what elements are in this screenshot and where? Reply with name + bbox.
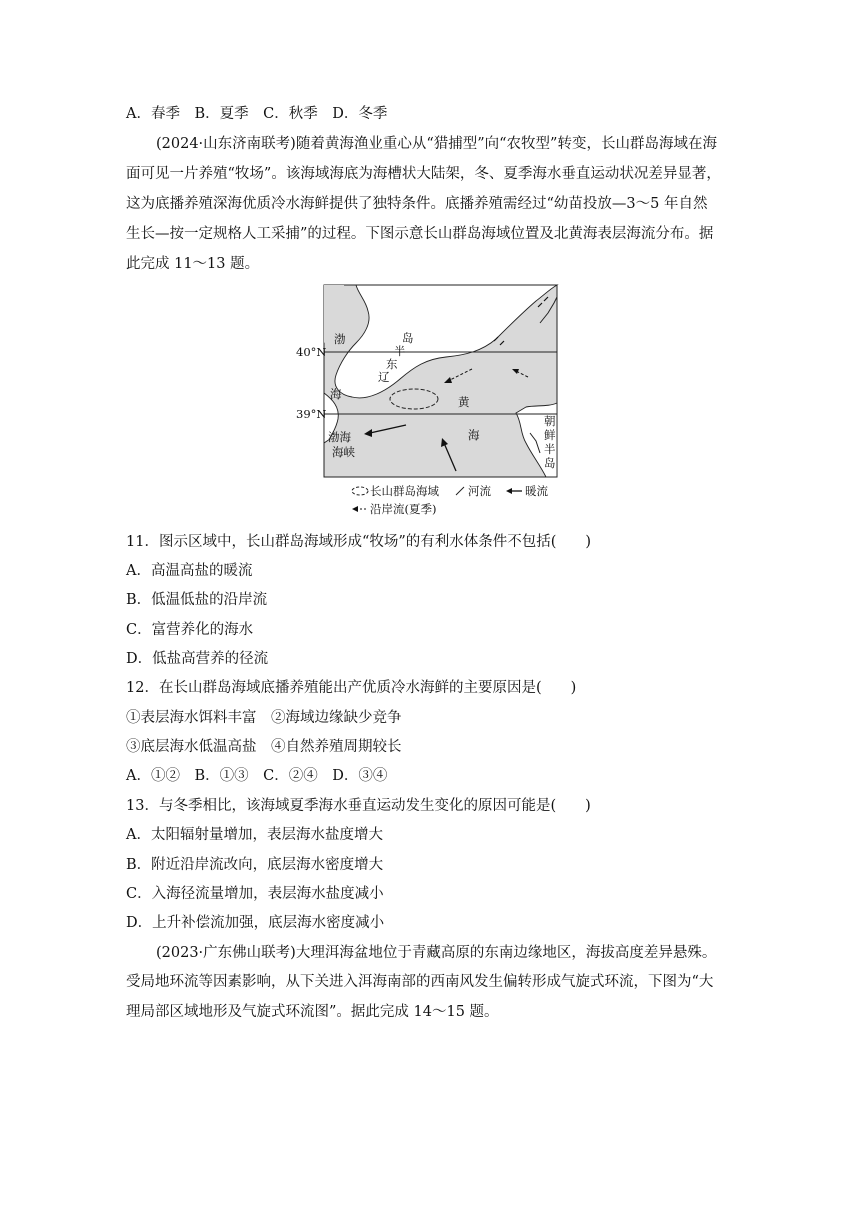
legend-warm-head: [506, 488, 512, 494]
q13-option-c: C．入海径流量增加，表层海水盐度减小: [126, 886, 384, 902]
q13-option-d: D．上升补偿流加强，底层海水密度减小: [126, 915, 385, 931]
legend-coastal-head: [352, 506, 358, 512]
q12-options: A．①② B．①③ C．②④ D．③④: [126, 768, 388, 784]
legend-coastal-label: 沿岸流(夏季): [370, 502, 437, 516]
korea-label-2: 鲜: [544, 428, 556, 442]
korea-label-1: 朝: [544, 414, 556, 428]
hai-label: 海: [468, 428, 480, 442]
intro1-line: 面可见一片养殖“牧场”。该海域海底为海槽状大陆架，冬、夏季海水垂直运动状况差异显著，: [126, 166, 721, 182]
legend-islands-symbol: [352, 487, 368, 495]
q11-option-d: D．低盐高营养的径流: [126, 651, 269, 667]
liaodong-label-2: 东: [386, 357, 398, 371]
previous-options: A．春季 B．夏季 C．秋季 D．冬季: [126, 106, 388, 122]
legend-islands-label: 长山群岛海域: [370, 484, 439, 498]
q13-stem: 13．与冬季相比，该海域夏季海水垂直运动发生变化的原因可能是( ): [126, 798, 591, 814]
q13-option-b: B．附近沿岸流改向，底层海水密度增大: [126, 857, 384, 873]
bohai-label-1: 渤: [334, 332, 346, 346]
intro2-line: 理局部区域地形及气旋式环流图”。据此完成 14～15 题。: [126, 1004, 499, 1020]
lat40-label: 40°N: [296, 345, 327, 359]
intro2-line: 受局地环流等因素影响，从下关进入洱海南部的西南风发生偏转形成气旋式环流，下图为“大: [126, 974, 714, 990]
strait-label-1: 渤海: [328, 430, 351, 444]
q13-option-a: A．太阳辐射量增加，表层海水盐度增大: [126, 827, 383, 843]
liaodong-label-1: 辽: [378, 370, 390, 384]
intro1-line: 此完成 11～13 题。: [126, 256, 260, 272]
q12-statements-1: ①表层海水饵料丰富 ②海域边缘缺少竞争: [126, 710, 402, 726]
q12-stem: 12．在长山群岛海域底播养殖能出产优质冷水海鲜的主要原因是( ): [126, 680, 577, 696]
lat39-label: 39°N: [296, 407, 327, 421]
bohai-label-2: 海: [330, 387, 342, 401]
korea-label-3: 半: [544, 442, 556, 456]
korea-label-4: 岛: [544, 456, 556, 470]
legend-warm-label: 暖流: [525, 484, 548, 498]
map-svg: [296, 283, 566, 523]
intro1-line: 生长—按一定规格人工采捕”的过程。下图示意长山群岛海域位置及北黄海表层海流分布。据: [126, 226, 714, 242]
q11-option-b: B．低温低盐的沿岸流: [126, 592, 268, 608]
intro1-line: 这为底播养殖深海优质冷水海鲜提供了独特条件。底播养殖需经过“幼苗投放—3～5 年自然: [126, 196, 708, 212]
liaodong-label-3: 半: [394, 344, 406, 358]
intro1-line: (2024·山东济南联考)随着黄海渔业重心从“猎捕型”向“农牧型”转变，长山群岛海域在海: [156, 136, 717, 152]
legend-river-label: 河流: [468, 484, 491, 498]
changshan-map-figure: [296, 283, 566, 523]
q11-option-a: A．高温高盐的暖流: [126, 563, 253, 579]
q11-stem: 11．图示区域中，长山群岛海域形成“牧场”的有利水体条件不包括( ): [126, 534, 592, 550]
legend-river-symbol: [456, 487, 464, 495]
q12-statements-2: ③底层海水低温高盐 ④自然养殖周期较长: [126, 739, 402, 755]
huang-label: 黄: [458, 395, 470, 409]
strait-label-2: 海峡: [332, 445, 355, 459]
liaodong-label-4: 岛: [402, 331, 414, 345]
intro2-line: (2023·广东佛山联考)大理洱海盆地位于青藏高原的东南边缘地区，海拔高度差异悬殊。: [156, 945, 717, 961]
q11-option-c: C．富营养化的海水: [126, 622, 254, 638]
